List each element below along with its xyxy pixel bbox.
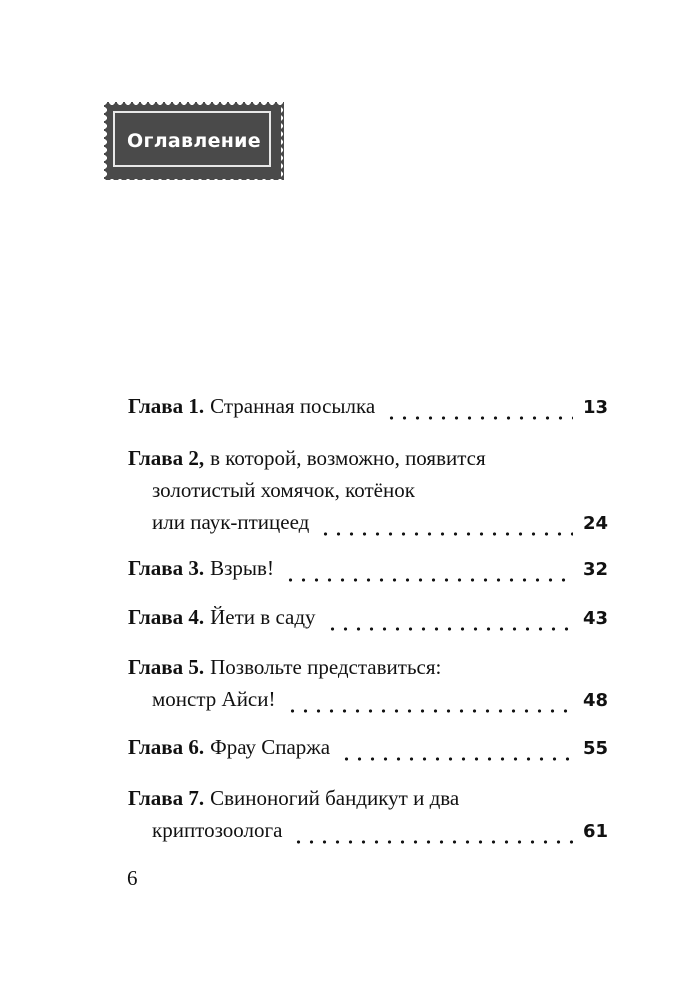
toc-entry-7-line-2	[152, 818, 608, 850]
page-ref: 48	[582, 690, 608, 711]
page-ref: 32	[582, 559, 608, 580]
chapter-title: Странная посылка	[210, 394, 376, 418]
chapter-title: в которой, возможно, появится	[210, 446, 486, 470]
page-ref: 43	[582, 608, 608, 629]
chapter-label: Глава 7.	[128, 786, 205, 810]
contents-title: Оглавление	[127, 130, 261, 152]
chapter-label: Глава 2,	[128, 446, 205, 470]
dot-leader	[284, 578, 573, 582]
dot-leader	[319, 532, 573, 536]
dot-leader	[340, 757, 573, 761]
page-ref: 13	[582, 397, 608, 418]
chapter-title-continued: монстр Айси!	[152, 687, 276, 711]
chapter-title: Взрыв!	[210, 556, 274, 580]
dot-leader	[326, 627, 573, 631]
toc-entry-4[interactable]	[128, 605, 608, 637]
page-ref: 61	[582, 821, 608, 842]
toc-entry-3[interactable]	[128, 556, 608, 588]
page-ref: 24	[582, 513, 608, 534]
toc-entry-2[interactable]	[128, 446, 608, 478]
toc-entry-7[interactable]	[128, 786, 608, 818]
toc-entry-5-line-2	[152, 687, 608, 719]
chapter-label: Глава 1.	[128, 394, 205, 418]
toc-entry-1[interactable]	[128, 394, 608, 426]
chapter-title-continued: или паук-птицеед	[152, 510, 310, 534]
page-number: 6	[127, 866, 138, 890]
toc-entry-5[interactable]	[128, 655, 608, 687]
chapter-title-continued: золотистый хомячок, котёнок	[152, 478, 415, 502]
chapter-title-continued: криптозоолога	[152, 818, 283, 842]
chapter-label: Глава 3.	[128, 556, 205, 580]
chapter-title: Фрау Спаржа	[210, 735, 331, 759]
toc-entry-2-line-2	[152, 478, 608, 510]
toc-entry-2-line-3	[152, 510, 608, 542]
chapter-title: Свиноногий бандикут и два	[210, 786, 460, 810]
chapter-title: Позвольте представиться:	[210, 655, 442, 679]
dot-leader	[385, 416, 573, 420]
dot-leader	[286, 709, 573, 713]
toc-entry-6[interactable]	[128, 735, 608, 767]
dot-leader	[292, 840, 573, 844]
chapter-title: Йети в саду	[210, 605, 316, 629]
chapter-label: Глава 4.	[128, 605, 205, 629]
page-ref: 55	[582, 738, 608, 759]
chapter-label: Глава 6.	[128, 735, 205, 759]
chapter-label: Глава 5.	[128, 655, 205, 679]
